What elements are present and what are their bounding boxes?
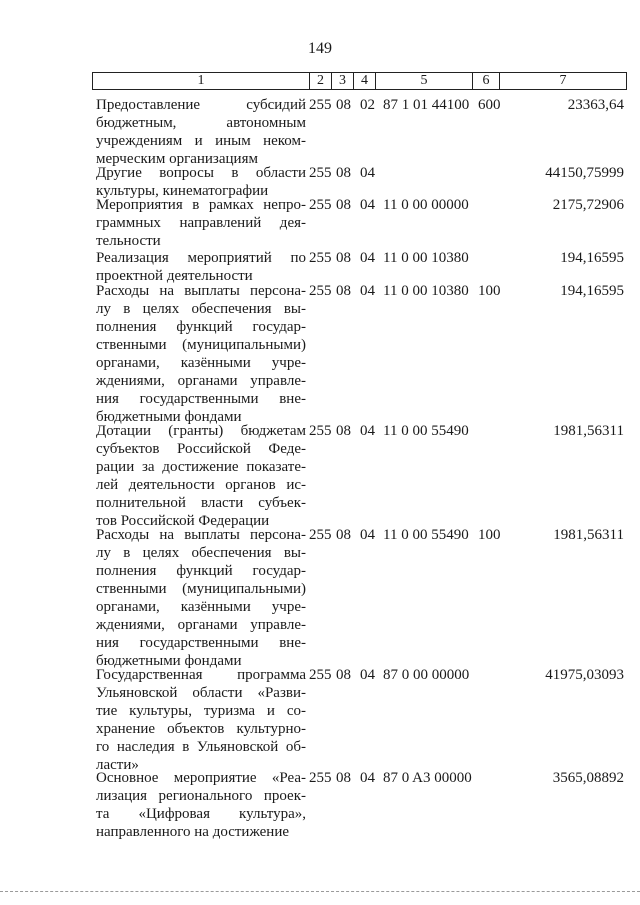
row-cell-c4: 02 [360,97,375,113]
row-cell-c2: 255 [309,97,332,113]
row-cell-c7: 41975,03093 [545,667,624,683]
row-cell-c2: 255 [309,423,332,439]
description-line: Предоставление субсидий [96,97,306,113]
header-col-7: 7 [499,73,626,89]
description-line: бюджетными фондами [96,409,242,425]
bottom-rule [0,891,640,892]
row-cell-c2: 255 [309,283,332,299]
description-line: Реализация мероприятий по [96,250,306,266]
description-line: го наследия в Ульяновской об- [96,739,306,755]
row-cell-c3: 08 [336,667,351,683]
row-description [96,249,306,285]
row-cell-c3: 08 [336,197,351,213]
description-line: бюджетными фондами [96,653,242,669]
row-cell-c6: 600 [478,97,501,113]
description-line: полнения функций государ- [96,563,306,579]
row-cell-c5: 87 0 A3 00000 [383,770,472,786]
row-cell-c2: 255 [309,527,332,543]
row-cell-c7: 1981,56311 [553,423,624,439]
row-cell-c5: 87 1 01 44100 [383,97,470,113]
description-line: хранение объектов культурно- [96,721,306,737]
row-cell-c4: 04 [360,283,375,299]
description-line: тие культуры, туризма и со- [96,703,306,719]
description-line: лей деятельности органов ис- [96,477,306,493]
description-line: лу в целях обеспечения вы- [96,545,306,561]
description-line: Государственная программа [96,667,306,683]
description-line: Дотации (гранты) бюджетам [96,423,306,439]
description-line: учреждениям и иным неком- [96,133,306,149]
description-line: ственными (муниципальными) [96,581,306,597]
header-col-4: 4 [353,73,375,89]
row-cell-c7: 194,16595 [560,250,624,266]
row-description [96,526,306,670]
row-cell-c3: 08 [336,770,351,786]
row-description [96,666,306,774]
row-cell-c4: 04 [360,667,375,683]
description-line: органами, казёнными учре- [96,599,306,615]
row-cell-c4: 04 [360,423,375,439]
row-cell-c2: 255 [309,770,332,786]
description-line: Другие вопросы в области [96,165,306,181]
row-description [96,164,306,200]
row-cell-c5: 11 0 00 00000 [383,197,469,213]
table-header [92,72,627,90]
row-cell-c6: 100 [478,527,501,543]
row-cell-c4: 04 [360,197,375,213]
description-line: полнительной власти субъек- [96,495,306,511]
row-description [96,769,306,841]
row-cell-c3: 08 [336,250,351,266]
header-col-3: 3 [331,73,353,89]
row-cell-c2: 255 [309,667,332,683]
row-description [96,282,306,426]
description-line: та «Цифровая культура», [96,806,306,822]
description-line: лу в целях обеспечения вы- [96,301,306,317]
description-line: тельности [96,233,161,249]
row-cell-c6: 100 [478,283,501,299]
description-line: проектной деятельности [96,268,253,284]
description-line: субъектов Российской Феде- [96,441,306,457]
description-line: направленного на достижение [96,824,290,840]
description-line: Мероприятия в рамках непро- [96,197,306,213]
row-cell-c2: 255 [309,165,332,181]
row-cell-c7: 194,16595 [560,283,624,299]
description-line: Расходы на выплаты персона- [96,283,306,299]
header-col-5: 5 [375,73,472,89]
description-line: культуры, кинематографии [96,183,269,199]
description-line: ждениями, органами управле- [96,373,306,389]
row-cell-c3: 08 [336,97,351,113]
header-col-2: 2 [309,73,331,89]
description-line: лизация регионального проек- [96,788,306,804]
row-cell-c3: 08 [336,165,351,181]
description-line: органами, казёнными учре- [96,355,306,371]
row-cell-c2: 255 [309,250,332,266]
description-line: полнения функций государ- [96,319,306,335]
row-cell-c7: 2175,72906 [552,197,624,213]
row-cell-c3: 08 [336,423,351,439]
row-cell-c4: 04 [360,527,375,543]
description-line: мерческим организациям [96,151,258,167]
row-description [96,422,306,530]
header-col-1: 1 [197,73,205,88]
header-col-6: 6 [472,73,499,89]
description-line: Ульяновской области «Разви- [96,685,306,701]
description-line: Основное мероприятие «Реа- [96,770,306,786]
description-line: рации за достижение показате- [96,459,306,475]
row-cell-c3: 08 [336,283,351,299]
description-line: ния государственными вне- [96,635,306,651]
page-number: 149 [308,40,332,57]
row-cell-c7: 23363,64 [567,97,624,113]
description-line: Расходы на выплаты персона- [96,527,306,543]
description-line: ственными (муниципальными) [96,337,306,353]
row-cell-c5: 11 0 00 55490 [383,423,469,439]
row-cell-c7: 3565,08892 [552,770,624,786]
row-description [96,196,306,250]
description-line: ласти» [96,757,139,773]
description-line: бюджетным, автономным [96,115,306,131]
row-cell-c7: 44150,75999 [545,165,624,181]
row-description [96,96,306,168]
row-cell-c5: 11 0 00 10380 [383,283,469,299]
row-cell-c4: 04 [360,250,375,266]
row-cell-c4: 04 [360,770,375,786]
description-line: ния государственными вне- [96,391,306,407]
description-line: граммных направлений дея- [96,215,306,231]
row-cell-c4: 04 [360,165,375,181]
row-cell-c5: 11 0 00 55490 [383,527,469,543]
row-cell-c5: 11 0 00 10380 [383,250,469,266]
row-cell-c5: 87 0 00 00000 [383,667,470,683]
row-cell-c7: 1981,56311 [553,527,624,543]
row-cell-c2: 255 [309,197,332,213]
description-line: ждениями, органами управле- [96,617,306,633]
row-cell-c3: 08 [336,527,351,543]
description-line: тов Российской Федерации [96,513,270,529]
